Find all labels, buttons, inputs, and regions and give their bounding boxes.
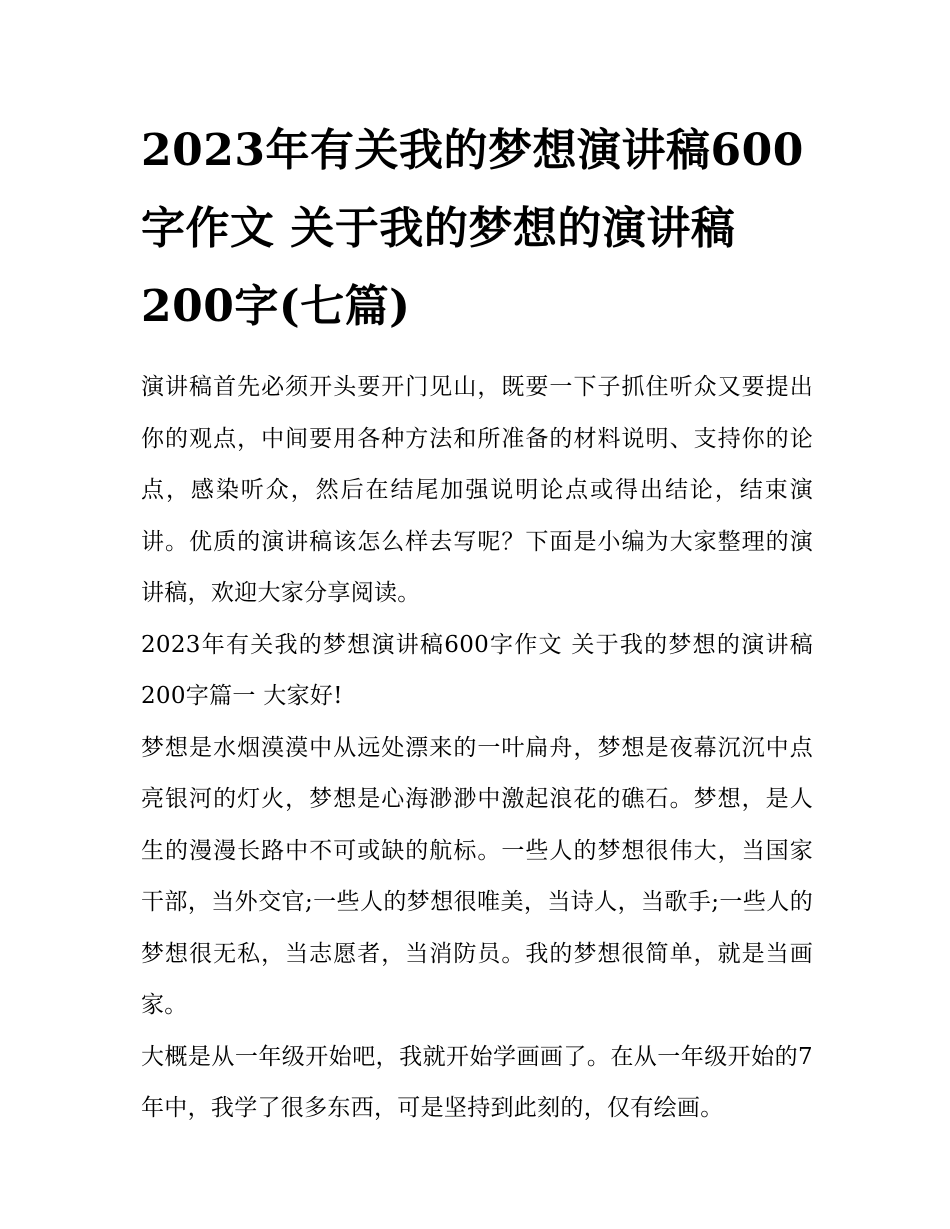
paragraph-painting: 大概是从一年级开始吧，我就开始学画画了。在从一年级开始的7年中，我学了很多东西，可是坚持到此刻的，仅有绘画。 <box>141 1043 813 1121</box>
document-title: 2023年有关我的梦想演讲稿600字作文 关于我的梦想的演讲稿200字(七篇) <box>141 125 804 332</box>
paragraph-subheading: 2023年有关我的梦想演讲稿600字作文 关于我的梦想的演讲稿200字篇一 大家好! <box>141 631 813 709</box>
document-page <box>141 112 813 1135</box>
paragraph-intro: 演讲稿首先必须开头要开门见山，既要一下子抓住听众又要提出你的观点，中间要用各种方法和所准备的材料说明、支持你的论点，感染听众，然后在结尾加强说明论点或得出结论，结束演讲。优质的演讲稿该怎么样去写呢？下面是小编为大家整理的演讲稿，欢迎大家分享阅读。 <box>141 374 813 606</box>
paragraph-dream: 梦想是水烟漠漠中从远处漂来的一叶扁舟，梦想是夜幕沉沉中点亮银河的灯火，梦想是心海渺渺中激起浪花的礁石。梦想，是人生的漫漫长路中不可或缺的航标。一些人的梦想很伟大，当国家干部，当外交官;一些人的梦想很唯美，当诗人，当歌手;一些人的梦想很无私，当志愿者，当消防员。我的梦想很简单，就是当画家。 <box>141 734 813 1018</box>
